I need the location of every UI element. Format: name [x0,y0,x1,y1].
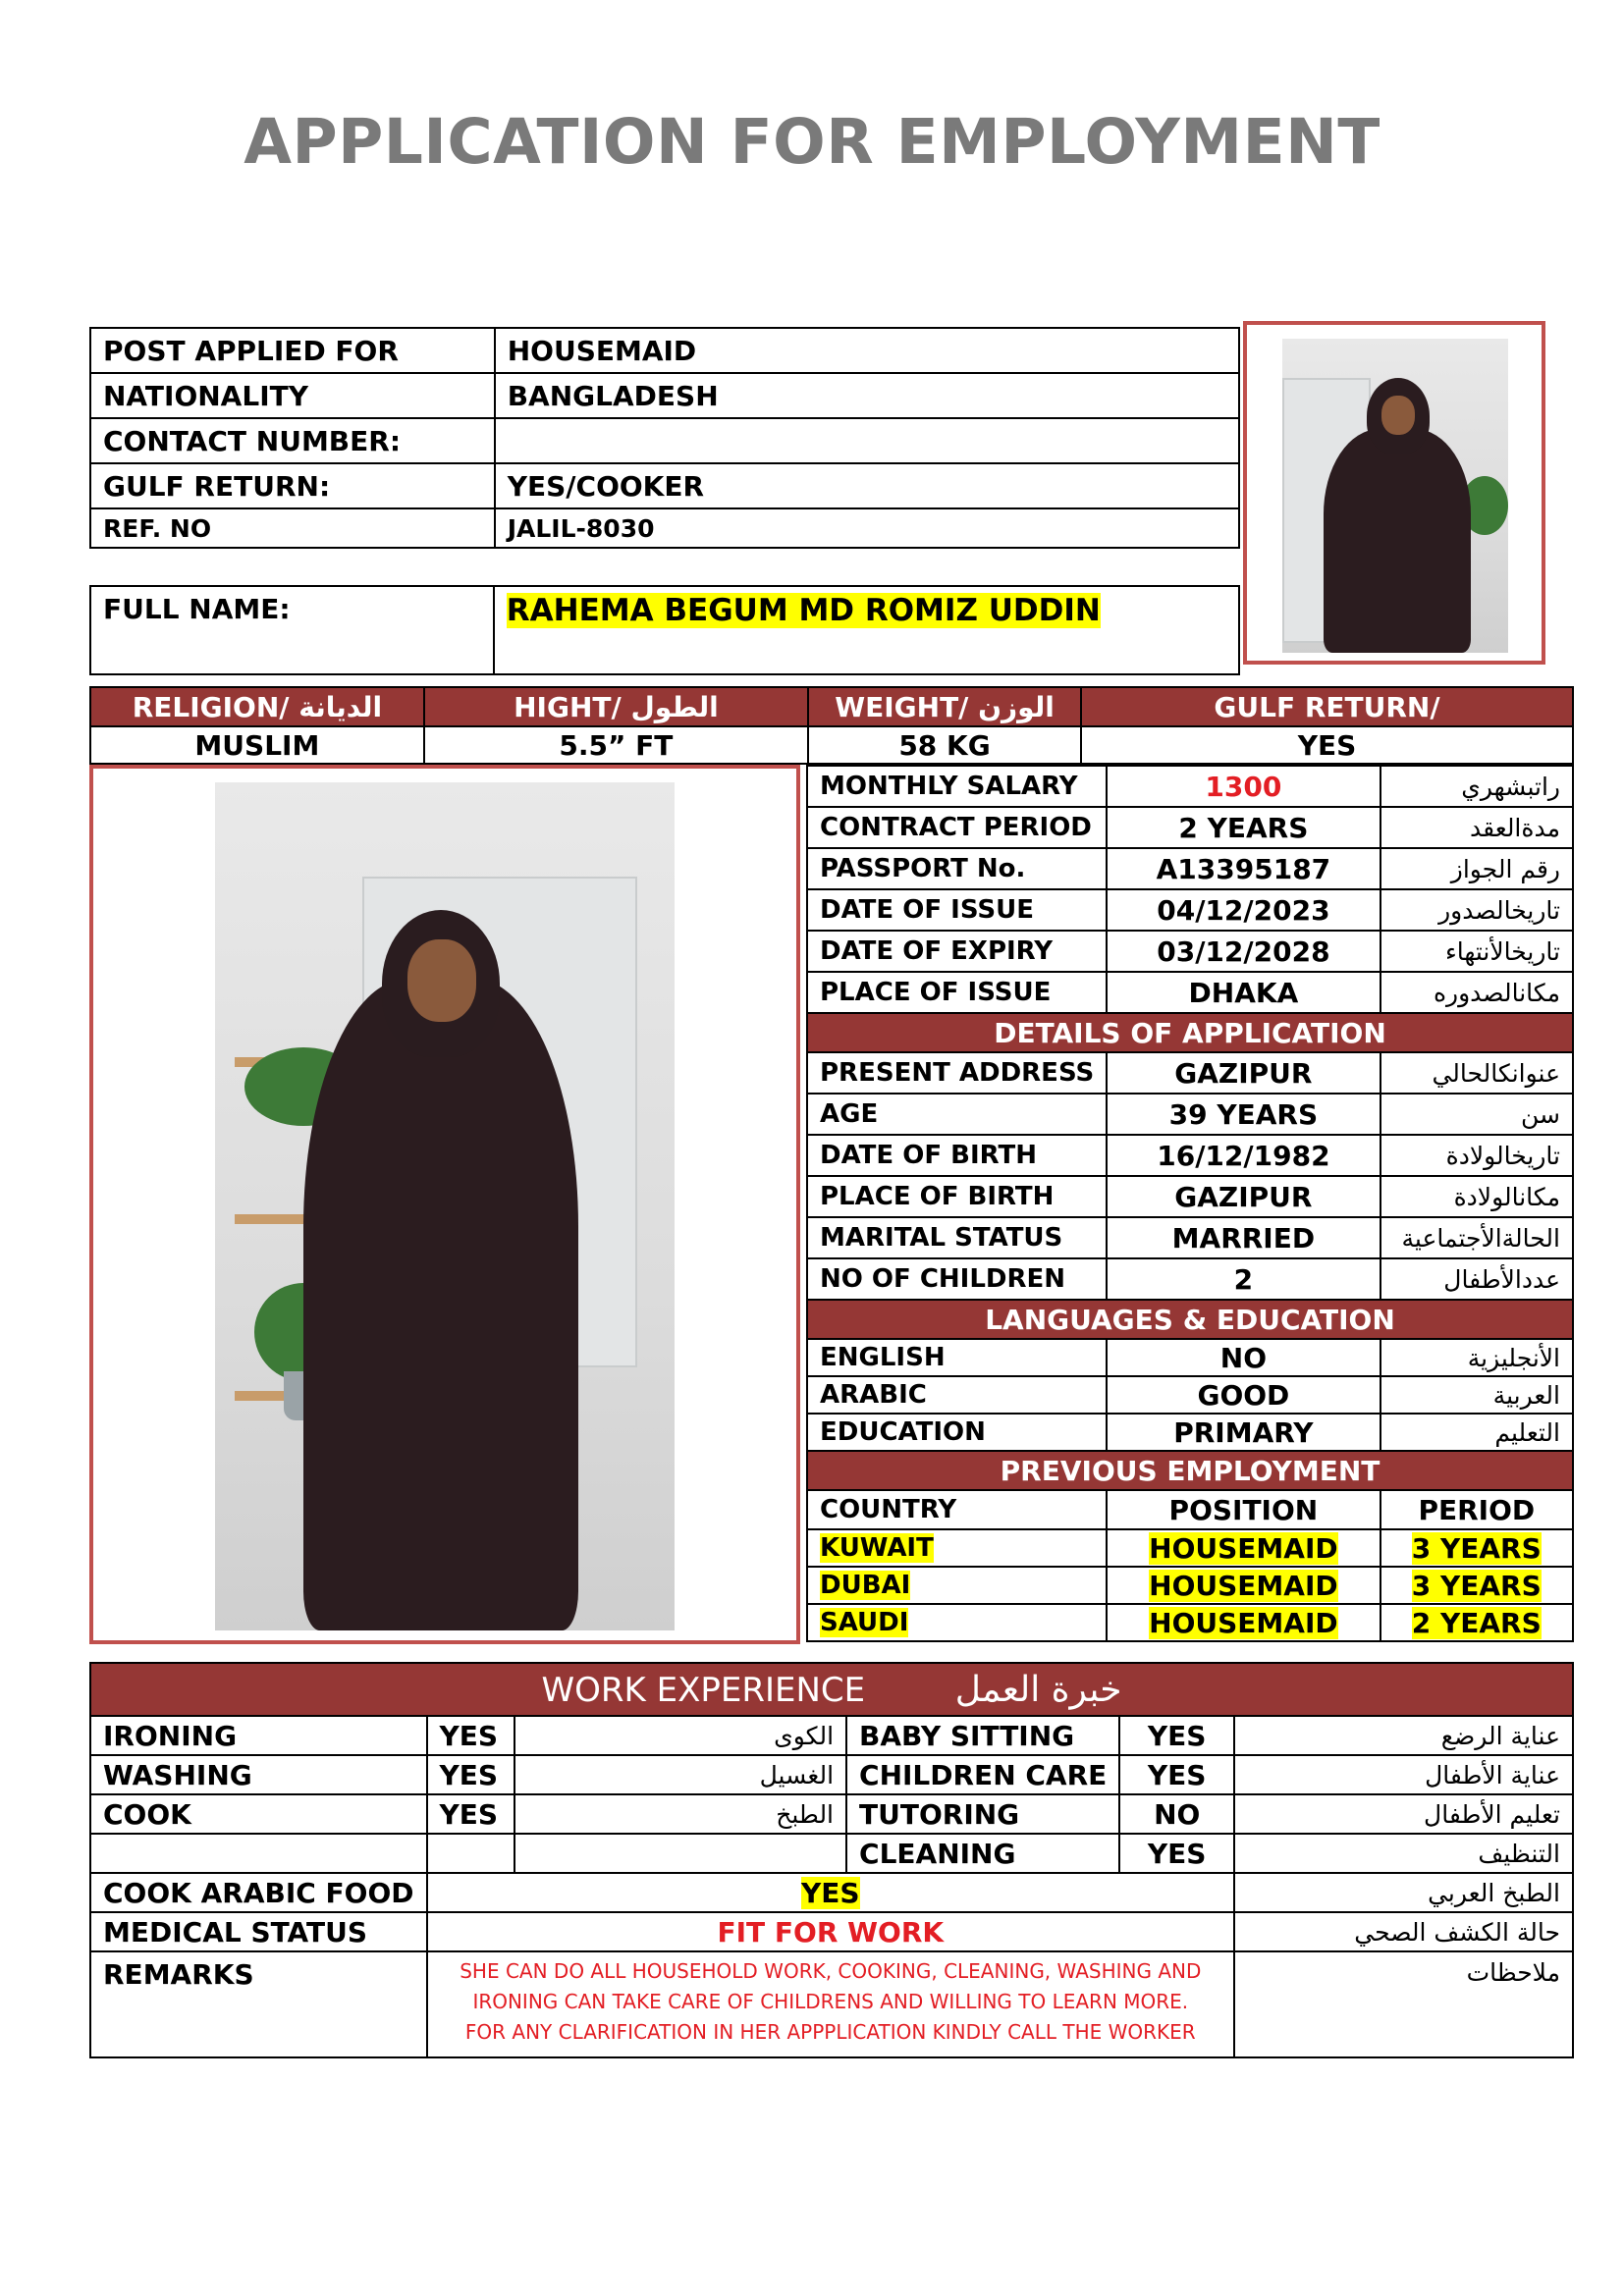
contract-arabic: تاريخالصدور [1380,889,1573,931]
details-arabic: عددالأطفال [1380,1258,1573,1300]
weight-header: WEIGHT/ الوزن [808,687,1081,726]
language-label: EDUCATION [807,1414,1107,1451]
cook-arabic-value: YES [801,1876,860,1909]
cook-arabic-label: COOK ARABIC FOOD [90,1873,427,1912]
work-right-value: YES [1119,1834,1234,1873]
work-row [90,1716,1573,1755]
work-experience-title: WORK EXPERIENCE [541,1670,866,1710]
contact-label: CONTACT NUMBER: [90,418,495,463]
language-row [807,1376,1573,1414]
remarks-value: SHE CAN DO ALL HOUSEHOLD WORK, COOKING, CLEANING, WASHING AND IRONING CAN TAKE CARE OF CHILDRENS AND WILLING TO LEARN MORE. FOR ANY CLARIFICATION IN HER APPPLICATION KINDLY CALL THE WORKER [427,1951,1235,2057]
details-label: NO OF CHILDREN [807,1258,1107,1300]
contract-value: A13395187 [1107,848,1380,889]
language-value: PRIMARY [1107,1414,1380,1451]
post-applied-value: HOUSEMAID [495,328,1239,373]
details-row [807,1094,1573,1135]
previous-position-cell [1107,1529,1380,1567]
work-right-label: CHILDREN CARE [846,1755,1119,1794]
previous-period-cell [1380,1529,1573,1567]
previous-country: KUWAIT [820,1533,934,1563]
contract-value: 03/12/2028 [1107,931,1380,972]
work-left-label: COOK [90,1794,427,1834]
details-label: MARITAL STATUS [807,1217,1107,1258]
details-label: AGE [807,1094,1107,1135]
previous-position-col: POSITION [1107,1490,1380,1529]
contract-value: 1300 [1107,766,1380,807]
details-value: 39 YEARS [1107,1094,1380,1135]
work-right-value: NO [1119,1794,1234,1834]
contract-arabic: مكانالصدوره [1380,972,1573,1013]
weight-value: 58 KG [808,726,1081,764]
contract-label: PLACE OF ISSUE [807,972,1107,1013]
gulf-return-value: YES/COOKER [495,463,1239,508]
language-label: ARABIC [807,1376,1107,1414]
contact-value [495,418,1239,463]
contract-row [807,807,1573,848]
robe-shape [1324,429,1471,653]
details-row [807,1135,1573,1176]
previous-employment-row [807,1567,1573,1604]
applicant-photo-small [1243,321,1545,665]
details-table [806,765,1574,1642]
details-arabic: تاريخالولادة [1380,1135,1573,1176]
work-left-value: YES [427,1755,515,1794]
previous-position-cell [1107,1567,1380,1604]
contract-label: DATE OF ISSUE [807,889,1107,931]
details-value: MARRIED [1107,1217,1380,1258]
contract-label: PASSPORT No. [807,848,1107,889]
previous-position: HOUSEMAID [1149,1531,1338,1565]
previous-country-col: COUNTRY [807,1490,1107,1529]
cook-arabic-arabic: الطبخ العربي [1234,1873,1573,1912]
medical-status-arabic: حالة الكشف الصحي [1234,1912,1573,1951]
cook-arabic-value-cell [427,1873,1235,1912]
work-left-label: WASHING [90,1755,427,1794]
language-value: GOOD [1107,1376,1380,1414]
details-row [807,1217,1573,1258]
applicant-photo-large [89,765,800,1644]
full-name-table [89,585,1240,675]
contract-arabic: مدةالعقد [1380,807,1573,848]
details-label: PRESENT ADDRESS [807,1052,1107,1094]
applicant-info-table [89,327,1240,549]
previous-period-col: PERIOD [1380,1490,1573,1529]
contract-arabic: تاريخالأنتهاء [1380,931,1573,972]
previous-position: HOUSEMAID [1149,1606,1338,1639]
work-left-label [90,1834,427,1873]
medical-status-label: MEDICAL STATUS [90,1912,427,1951]
languages-header: LANGUAGES & EDUCATION [807,1300,1573,1339]
work-experience-arabic: خبرة العمل [954,1669,1122,1710]
work-row [90,1794,1573,1834]
robe-large-shape [303,979,578,1630]
work-left-value [427,1834,515,1873]
previous-period: 3 YEARS [1411,1569,1542,1602]
height-value: 5.5” FT [424,726,808,764]
previous-period-cell [1380,1604,1573,1641]
full-name-label: FULL NAME: [90,586,494,674]
contract-row [807,931,1573,972]
previous-country: DUBAI [820,1571,911,1600]
previous-position: HOUSEMAID [1149,1569,1338,1602]
post-applied-label: POST APPLIED FOR [90,328,495,373]
contract-label: CONTRACT PERIOD [807,807,1107,848]
religion-header: RELIGION/ الديانة [90,687,424,726]
language-value: NO [1107,1339,1380,1376]
medical-status-value: FIT FOR WORK [427,1912,1235,1951]
work-row [90,1755,1573,1794]
contract-value: 04/12/2023 [1107,889,1380,931]
remarks-arabic: ملاحظات [1234,1951,1573,2057]
details-row [807,1176,1573,1217]
nationality-label: NATIONALITY [90,373,495,418]
full-name-value: RAHEMA BEGUM MD ROMIZ UDDIN [506,593,1101,628]
page-title: APPLICATION FOR EMPLOYMENT [244,106,1380,178]
work-right-label: TUTORING [846,1794,1119,1834]
work-left-value: YES [427,1794,515,1834]
previous-employment-header: PREVIOUS EMPLOYMENT [807,1451,1573,1490]
previous-country-cell [807,1529,1107,1567]
remarks-label: REMARKS [90,1951,427,2057]
contract-row [807,889,1573,931]
religion-value: MUSLIM [90,726,424,764]
contract-arabic: رقم الجواز [1380,848,1573,889]
work-experience-table [89,1662,1574,2058]
previous-employment-row [807,1529,1573,1567]
work-row [90,1834,1573,1873]
language-row [807,1339,1573,1376]
contract-value: 2 YEARS [1107,807,1380,848]
details-arabic: عنوانكالحالي [1380,1052,1573,1094]
previous-period: 3 YEARS [1411,1531,1542,1565]
details-arabic: مكانالولادة [1380,1176,1573,1217]
face-large-shape [407,939,476,1022]
language-arabic: الأنجليزية [1380,1339,1573,1376]
ref-label: REF. NO [90,508,495,548]
work-left-label: IRONING [90,1716,427,1755]
photo-large-background [215,782,675,1630]
contract-value: DHAKA [1107,972,1380,1013]
previous-period-cell [1380,1567,1573,1604]
work-right-arabic: عناية الأطفال [1234,1755,1573,1794]
work-right-arabic: تعليم الأطفال [1234,1794,1573,1834]
contract-row [807,972,1573,1013]
gulf-return-header: GULF RETURN/ [1081,687,1573,726]
work-left-arabic [514,1834,846,1873]
details-value: 16/12/1982 [1107,1135,1380,1176]
work-experience-header [90,1663,1573,1716]
language-label: ENGLISH [807,1339,1107,1376]
details-header: DETAILS OF APPLICATION [807,1013,1573,1052]
gulf-return-value-yes: YES [1081,726,1573,764]
language-arabic: العربية [1380,1376,1573,1414]
work-left-arabic: الطبخ [514,1794,846,1834]
details-row [807,1258,1573,1300]
work-right-label: BABY SITTING [846,1716,1119,1755]
work-right-arabic: التنظيف [1234,1834,1573,1873]
details-value: 2 [1107,1258,1380,1300]
nationality-value: BANGLADESH [495,373,1239,418]
details-arabic: الحالةالأجتماعية [1380,1217,1573,1258]
work-left-value: YES [427,1716,515,1755]
previous-period: 2 YEARS [1411,1606,1542,1639]
work-right-label: CLEANING [846,1834,1119,1873]
contract-arabic: راتبشهري [1380,766,1573,807]
details-label: PLACE OF BIRTH [807,1176,1107,1217]
face-shape [1381,396,1415,435]
work-left-arabic: الغسيل [514,1755,846,1794]
language-arabic: التعليم [1380,1414,1573,1451]
gulf-return-label: GULF RETURN: [90,463,495,508]
details-row [807,1052,1573,1094]
contract-row [807,766,1573,807]
work-right-arabic: عناية الرضع [1234,1716,1573,1755]
details-arabic: سن [1380,1094,1573,1135]
contract-row [807,848,1573,889]
work-right-value: YES [1119,1716,1234,1755]
previous-position-cell [1107,1604,1380,1641]
contract-label: DATE OF EXPIRY [807,931,1107,972]
height-header: HIGHT/ الطول [424,687,808,726]
previous-country: SAUDI [820,1608,909,1637]
previous-country-cell [807,1567,1107,1604]
details-label: DATE OF BIRTH [807,1135,1107,1176]
photo-small-background [1282,339,1508,653]
ref-value: JALIL-8030 [495,508,1239,548]
language-row [807,1414,1573,1451]
details-value: GAZIPUR [1107,1052,1380,1094]
previous-country-cell [807,1604,1107,1641]
vitals-table [89,686,1574,765]
work-right-value: YES [1119,1755,1234,1794]
work-left-arabic: الكوى [514,1716,846,1755]
contract-label: MONTHLY SALARY [807,766,1107,807]
previous-employment-row [807,1604,1573,1641]
details-value: GAZIPUR [1107,1176,1380,1217]
